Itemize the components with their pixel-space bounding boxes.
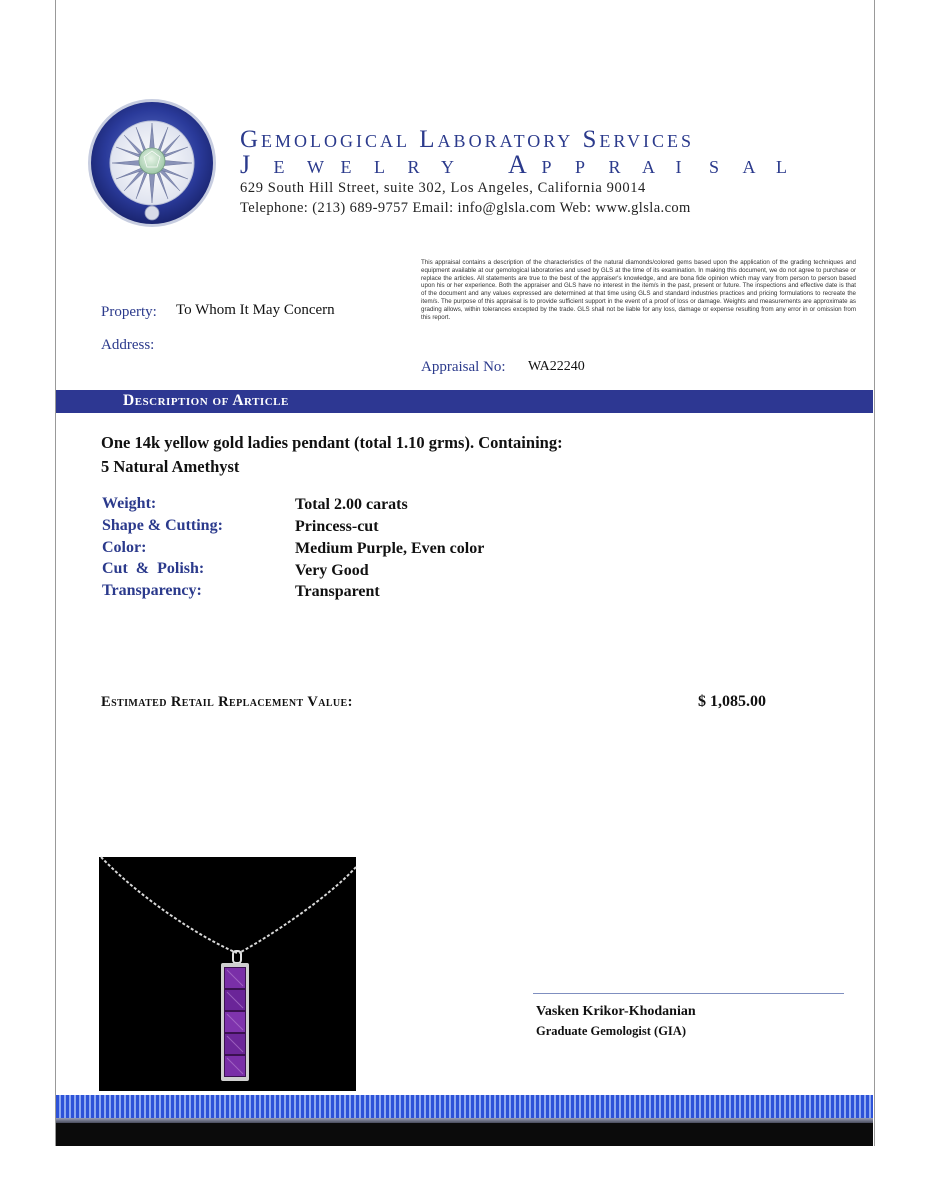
company-address: 629 South Hill Street, suite 302, Los Angeles, California 90014 bbox=[240, 180, 646, 196]
spec-value-color: Medium Purple, Even color bbox=[295, 540, 485, 557]
gls-seal-logo bbox=[86, 89, 296, 231]
subtitle-letter: A bbox=[508, 150, 527, 179]
subtitle-letter: y bbox=[441, 150, 454, 179]
subtitle-letter: p bbox=[575, 150, 586, 179]
subtitle-letter: p bbox=[541, 150, 552, 179]
spec-value-cut-polish: Very Good bbox=[295, 562, 369, 579]
subtitle-letter: r bbox=[608, 150, 621, 179]
subtitle-letter: a bbox=[642, 150, 655, 179]
subtitle-letter: w bbox=[307, 150, 324, 179]
subtitle-letter: s bbox=[709, 150, 720, 179]
subtitle-letter: l bbox=[374, 150, 385, 179]
spec-label-color: Color: bbox=[102, 539, 147, 556]
footer-stripe-band bbox=[56, 1095, 873, 1118]
spec-value-weight: Total 2.00 carats bbox=[295, 496, 408, 513]
address-label: Address: bbox=[101, 337, 155, 353]
subtitle-letter: i bbox=[675, 150, 682, 179]
subtitle-letter: J bbox=[240, 150, 251, 179]
property-label: Property: bbox=[101, 304, 157, 320]
subtitle-letter: e bbox=[273, 150, 285, 179]
spec-label-cut-polish: Cut & Polish: bbox=[102, 560, 205, 577]
article-description-line-2: 5 Natural Amethyst bbox=[101, 457, 240, 476]
section-title: Description of Article bbox=[123, 392, 289, 409]
signer-title: Graduate Gemologist (GIA) bbox=[536, 1024, 686, 1038]
signature-line bbox=[533, 993, 844, 994]
subtitle-letter: a bbox=[742, 150, 756, 179]
company-contact: Telephone: (213) 689-9757 Email: info@glsla.com Web: www.glsla.com bbox=[240, 200, 691, 216]
spec-label-transparency: Transparency: bbox=[102, 582, 202, 599]
subtitle-letter: r bbox=[407, 150, 420, 179]
seal-ring-text: GEMOLOGICAL LABORATORY SERVICES bbox=[86, 89, 296, 99]
subtitle-letter: e bbox=[340, 150, 352, 179]
article-description-line-1: One 14k yellow gold ladies pendant (total 1.10 grms). Containing: bbox=[101, 433, 563, 452]
subtitle-letter: l bbox=[776, 150, 787, 179]
disclaimer-text: This appraisal contains a description of the characteristics of the natural diamonds/colored gems based upon the application of the grading techniques and equipment available at our gemological laboratories and used by GLS at the time of its examination. In making this document, we do not agree to purchase or replace the articles. All statements are true to the best of the appraiser's knowledge, and are bona fide opinion which may vary from person to person based upon his or her experience. Both the appraiser and GLS have no interest in the item/s in the past, present or future. The inspections and effective date is that of the document and any values expressed are determined at that time using GLS and standard industries practices and pricing formulations to recreate the item/s. The purpose of this appraisal is to provide sufficient support in the event of a proof of loss or damage. Weights and measurements are approximate as grading allows, within tolerances excepted by the trade. GLS shall not be liable for any loss, damage or expense resulting from any error in or omission from this report. bbox=[421, 259, 856, 321]
appraisal-number-value: WA22240 bbox=[528, 359, 585, 374]
company-name: Gemological Laboratory Services bbox=[240, 126, 694, 153]
pendant-illustration bbox=[99, 857, 356, 1091]
spec-value-shape: Princess-cut bbox=[295, 518, 379, 535]
spec-value-transparency: Transparent bbox=[295, 583, 380, 600]
signer-name: Vasken Krikor-Khodanian bbox=[536, 1004, 696, 1019]
pendant-photo bbox=[99, 857, 356, 1091]
estimated-value-label: Estimated Retail Replacement Value: bbox=[101, 694, 353, 710]
spec-label-weight: Weight: bbox=[102, 495, 157, 512]
estimated-value-amount: $ 1,085.00 bbox=[698, 693, 766, 710]
appraisal-number-label: Appraisal No: bbox=[421, 359, 506, 375]
section-header-bar bbox=[56, 390, 873, 413]
spec-label-shape: Shape & Cutting: bbox=[102, 517, 223, 534]
footer-bar bbox=[56, 1123, 873, 1146]
property-value: To Whom It May Concern bbox=[176, 302, 335, 318]
